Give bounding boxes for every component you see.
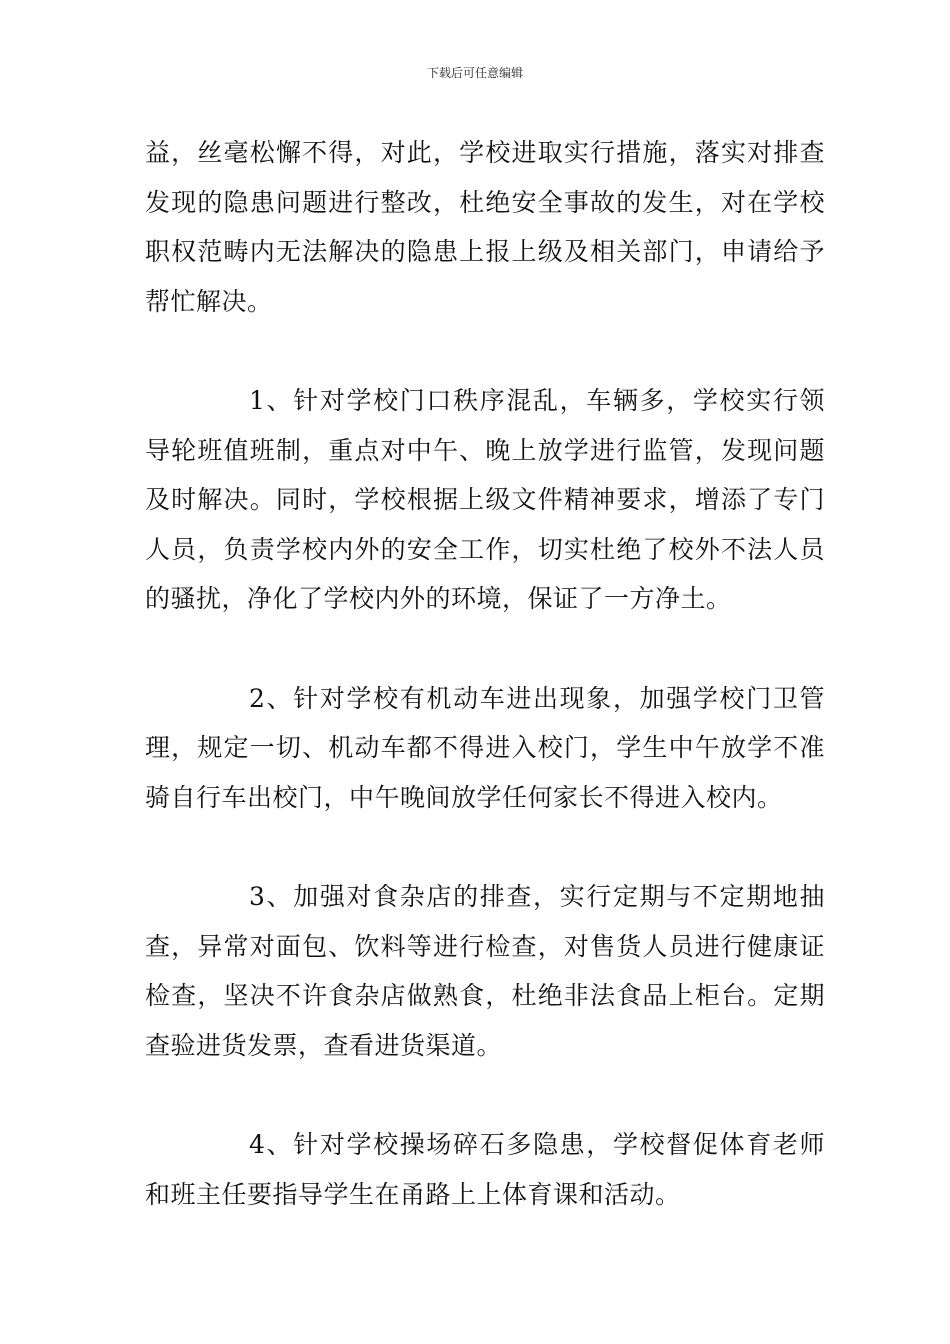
- paragraph-continuation: 益，丝毫松懈不得，对此，学校进取实行措施，落实对排查发现的隐患问题进行整改，杜绝安全事故的发生，对在学校职权范畴内无法解决的隐患上报上级及相关部门，申请给予帮忙解决。: [145, 138, 825, 316]
- paragraph-item-4: 4、针对学校操场碎石多隐患，学校督促体育老师和班主任要指导学生在甬路上上体育课和活动。: [145, 1130, 825, 1209]
- document-body: [145, 128, 825, 1219]
- page-header: 下载后可任意编辑: [426, 66, 523, 80]
- paragraph-item-1: 1、针对学校门口秩序混乱，车辆多，学校实行领导轮班值班制，重点对中午、晚上放学进行监管，发现问题及时解决。同时，学校根据上级文件精神要求，增添了专门人员，负责学校内外的安全工作，切实杜绝了校外不法人员的骚扰，净化了学校内外的环境，保证了一方净土。: [145, 386, 825, 613]
- paragraph-item-3: 3、加强对食杂店的排查，实行定期与不定期地抽查，异常对面包、饮料等进行检查，对售货人员进行健康证检查，坚决不许食杂店做熟食，杜绝非法食品上柜台。定期查验进货发票，查看进货渠道。: [145, 882, 825, 1060]
- paragraph-item-2: 2、针对学校有机动车进出现象，加强学校门卫管理，规定一切、机动车都不得进入校门，学生中午放学不准骑自行车出校门，中午晚间放学任何家长不得进入校内。: [145, 683, 825, 812]
